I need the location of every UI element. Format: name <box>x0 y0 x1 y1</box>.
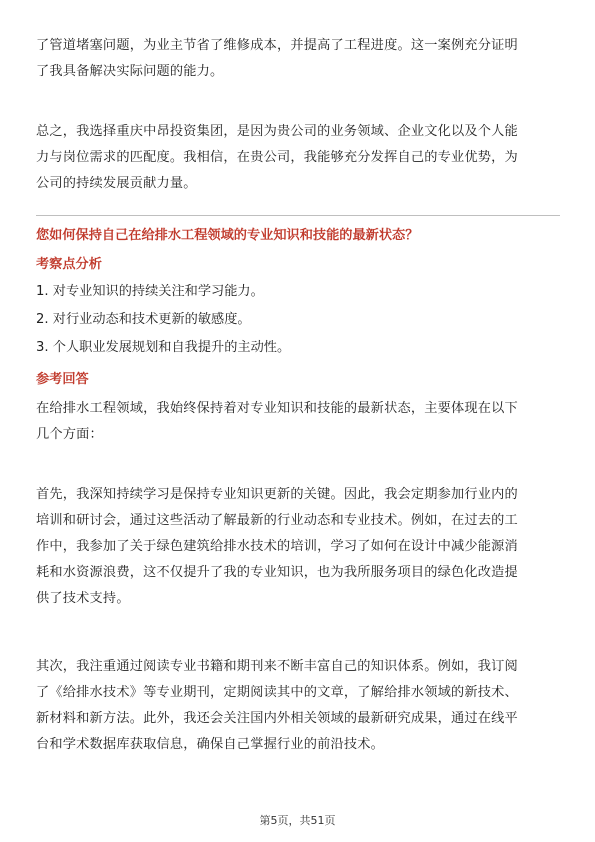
text-line: 公司的持续发展贡献力量。 <box>36 176 197 191</box>
text-line: 作中，我参加了关于绿色建筑给排水技术的培训，学习了如何在设计中减少能源消 <box>36 539 518 554</box>
answer-heading: 参考回答 <box>36 372 89 387</box>
analysis-item: 1. 对专业知识的持续关注和学习能力。 <box>36 284 264 299</box>
text-line: 培训和研讨会，通过这些活动了解最新的行业动态和专业技术。例如，在过去的工 <box>36 513 518 528</box>
text-line: 首先，我深知持续学习是保持专业知识更新的关键。因此，我会定期参加行业内的 <box>36 487 518 502</box>
analysis-heading: 考察点分析 <box>36 257 102 272</box>
text-line: 台和学术数据库获取信息，确保自己掌握行业的前沿技术。 <box>36 737 385 752</box>
text-line: 其次，我注重通过阅读专业书籍和期刊来不断丰富自己的知识体系。例如，我订阅 <box>36 659 518 674</box>
answer-paragraph-2 <box>36 482 560 612</box>
text-line: 新材料和新方法。此外，我还会关注国内外相关领域的最新研究成果，通过在线平 <box>36 711 518 726</box>
text-line: 耗和水资源浪费，这不仅提升了我的专业知识，也为我所服务项目的绿色化改造提 <box>36 565 518 580</box>
analysis-item: 3. 个人职业发展规划和自我提升的主动性。 <box>36 340 291 355</box>
text-line: 力与岗位需求的匹配度。我相信，在贵公司，我能够充分发挥自己的专业优势，为 <box>36 150 518 165</box>
answer-paragraph-1 <box>36 396 560 448</box>
section-divider <box>36 215 560 216</box>
text-line: 在给排水工程领域，我始终保持着对专业知识和技能的最新状态，主要体现在以下 <box>36 401 518 416</box>
answer-paragraph-3 <box>36 654 560 758</box>
text-line: 了《给排水技术》等专业期刊，定期阅读其中的文章，了解给排水领域的新技术、 <box>36 685 518 700</box>
text-line: 供了技术支持。 <box>36 591 130 606</box>
page-footer: 第5页，共51页 <box>259 814 336 827</box>
text-line: 总之，我选择重庆中昂投资集团，是因为贵公司的业务领域、企业文化以及个人能 <box>36 124 518 139</box>
text-line: 了我具备解决实际问题的能力。 <box>36 64 224 79</box>
intro-paragraph-2 <box>36 119 560 197</box>
question-title: 您如何保持自己在给排水工程领域的专业知识和技能的最新状态？ <box>36 228 419 243</box>
text-line: 了管道堵塞问题，为业主节省了维修成本，并提高了工程进度。这一案例充分证明 <box>36 38 518 53</box>
analysis-item: 2. 对行业动态和技术更新的敏感度。 <box>36 312 251 327</box>
intro-paragraph-1 <box>36 33 560 85</box>
text-line: 几个方面： <box>36 427 103 442</box>
